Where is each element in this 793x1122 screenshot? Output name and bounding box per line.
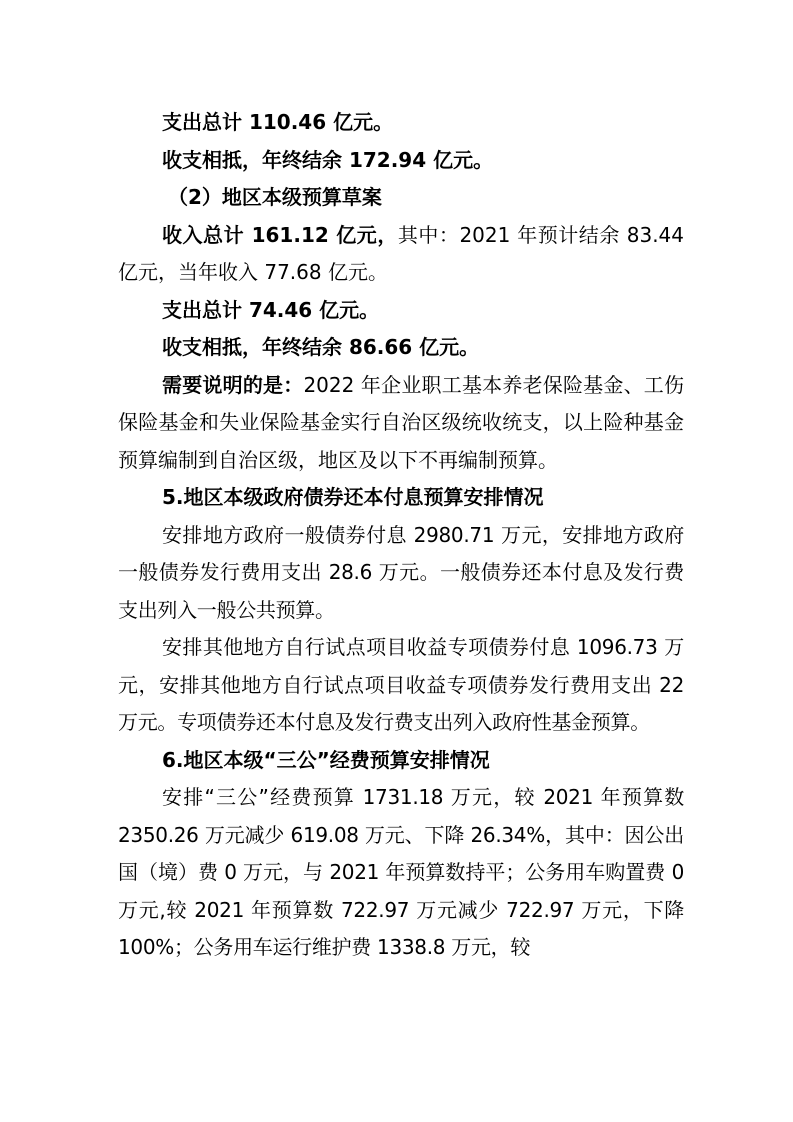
heading-region-draft-text: （2）地区本级预算草案: [168, 185, 382, 209]
region-expenditure-text: 支出总计 74.46 亿元。: [162, 297, 380, 322]
region-income-bold: 收入总计 161.12 亿元，: [162, 222, 398, 247]
region-balance-text: 收支相抵，年终结余 86.66 亿元。: [162, 335, 480, 359]
paragraph-special-bonds: [118, 629, 684, 742]
paragraph-region-balance: [118, 329, 684, 367]
paragraph-note: [118, 367, 684, 480]
paragraph-expenditure-total: [118, 104, 684, 142]
paragraph-balance: [118, 142, 684, 180]
three-public-text: 安排“三公”经费预算 1731.18 万元，较 2021 年预算数 2350.26 万元减少 619.08 万元、下降 26.34%，其中：因公出国（境）费 0 万元，与 2021 年预算数持平；公务用车购置费 0 万元,较 2021 年预算数 722.97 万元减少 722.97 万元，下降 100%；公务用车运行维护费 1338.8 万元，较: [118, 785, 684, 959]
paragraph-region-income: [118, 217, 684, 292]
special-bonds-text: 安排其他地方自行试点项目收益专项债券付息 1096.73 万元，安排其他地方自行试点项目收益专项债券发行费用支出 22 万元。专项债券还本付息及发行费支出列入政府性基金预算。: [118, 635, 684, 734]
paragraph-region-expenditure: [118, 292, 684, 330]
heading-section-6: [118, 742, 684, 780]
expenditure-total-text: 支出总计 110.46 亿元。: [162, 110, 394, 134]
balance-text: 收支相抵，年终结余 172.94 亿元。: [162, 147, 494, 172]
note-bold: 需要说明的是：: [162, 372, 304, 397]
region-income-text: 其中：2021 年预计结余 83.44 亿元，当年收入 77.68 亿元。: [118, 222, 684, 284]
heading-section-5: [118, 479, 684, 517]
general-bonds-text: 安排地方政府一般债券付息 2980.71 万元，安排地方政府一般债券发行费用支出 28.6 万元。一般债券还本付息及发行费支出列入一般公共预算。: [118, 522, 684, 622]
heading-region-draft: [118, 179, 684, 217]
document-body: [118, 104, 684, 967]
heading-section-6-text: 6.地区本级“三公”经费预算安排情况: [162, 747, 490, 772]
note-text: 2022 年企业职工基本养老保险基金、工伤保险基金和失业保险基金实行自治区级统收统支，以上险种基金预算编制到自治区级，地区及以下不再编制预算。: [118, 372, 685, 472]
heading-section-5-text: 5.地区本级政府债券还本付息预算安排情况: [162, 485, 544, 509]
paragraph-three-public: [118, 779, 684, 967]
paragraph-general-bonds: [118, 517, 684, 630]
